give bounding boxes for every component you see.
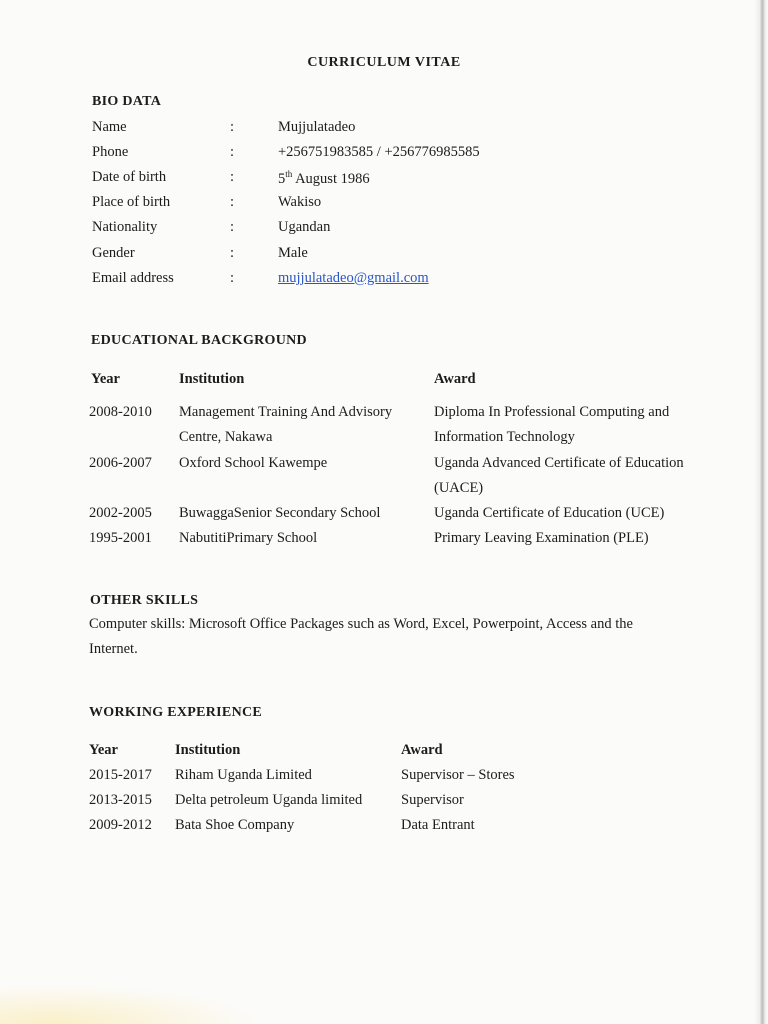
- education-award: Uganda Advanced Certificate of Education: [434, 455, 684, 471]
- work-institution: Bata Shoe Company: [175, 817, 295, 833]
- skills-heading: OTHER SKILLS: [90, 593, 199, 608]
- page-edge-shadow: [754, 0, 768, 1024]
- document-title: CURRICULUM VITAE: [307, 55, 461, 70]
- work-award: Supervisor – Stores: [401, 767, 515, 783]
- education-col-award: Award: [434, 371, 476, 387]
- bio-value-nationality: Ugandan: [278, 219, 331, 235]
- bio-label-name: Name: [92, 119, 127, 135]
- education-year: 2006-2007: [89, 455, 152, 471]
- work-col-institution: Institution: [175, 742, 241, 758]
- bio-label-dob: Date of birth: [92, 169, 167, 185]
- education-year: 1995-2001: [89, 530, 152, 546]
- skills-text: Computer skills: Microsoft Office Packages such as Word, Excel, Powerpoint, Access and the Internet.: [89, 616, 633, 657]
- bio-separator: :: [230, 219, 235, 235]
- bio-separator: :: [230, 245, 235, 261]
- bio-heading: BIO DATA: [92, 94, 162, 109]
- dob-ordinal: th: [285, 169, 293, 179]
- work-col-year: Year: [89, 742, 118, 758]
- bio-separator: :: [230, 119, 235, 135]
- work-heading: WORKING EXPERIENCE: [89, 705, 263, 720]
- education-year: 2008-2010: [89, 404, 152, 420]
- education-col-institution: Institution: [179, 371, 245, 387]
- education-year: 2002-2005: [89, 505, 152, 521]
- work-year: 2015-2017: [89, 767, 152, 783]
- education-award: Diploma In Professional Computing and: [434, 404, 670, 420]
- bio-separator: :: [230, 194, 235, 210]
- bio-separator: :: [230, 270, 235, 286]
- work-col-award: Award: [401, 742, 443, 758]
- education-institution: Management Training And Advisory: [179, 404, 393, 420]
- bio-label-phone: Phone: [92, 144, 129, 160]
- email-link[interactable]: mujjulatadeo@gmail.com: [278, 270, 429, 286]
- bio-value-name: Mujjulatadeo: [278, 119, 356, 135]
- education-institution-line2: Centre, Nakawa: [179, 429, 273, 445]
- work-institution: Delta petroleum Uganda limited: [175, 792, 363, 808]
- education-institution: BuwaggaSenior Secondary School: [179, 505, 381, 521]
- bio-label-gender: Gender: [92, 245, 135, 261]
- dob-month-year: August 1986: [292, 170, 370, 187]
- bio-value-gender: Male: [278, 245, 308, 261]
- work-year: 2013-2015: [89, 792, 152, 808]
- bio-label-email: Email address: [92, 270, 174, 286]
- education-col-year: Year: [91, 371, 120, 387]
- bio-value-phone: +256751983585 / +256776985585: [278, 144, 480, 160]
- bio-label-nationality: Nationality: [92, 219, 158, 235]
- dob-day: 5: [278, 170, 286, 187]
- education-award: Primary Leaving Examination (PLE): [434, 530, 649, 546]
- education-award-line2: (UACE): [434, 480, 484, 496]
- education-institution: NabutitiPrimary School: [179, 530, 318, 546]
- education-heading: EDUCATIONAL BACKGROUND: [91, 333, 307, 348]
- paper-stain: [0, 984, 260, 1024]
- bio-value-pob: Wakiso: [278, 194, 322, 210]
- education-award-line2: Information Technology: [434, 429, 575, 445]
- education-award: Uganda Certificate of Education (UCE): [434, 505, 665, 521]
- work-institution: Riham Uganda Limited: [175, 767, 312, 783]
- bio-separator: :: [230, 144, 235, 160]
- work-year: 2009-2012: [89, 817, 152, 833]
- bio-separator: :: [230, 169, 235, 185]
- education-institution: Oxford School Kawempe: [179, 455, 328, 471]
- bio-value-dob: [278, 169, 370, 188]
- bio-label-pob: Place of birth: [92, 194, 171, 210]
- work-award: Supervisor: [401, 792, 464, 808]
- work-award: Data Entrant: [401, 817, 475, 833]
